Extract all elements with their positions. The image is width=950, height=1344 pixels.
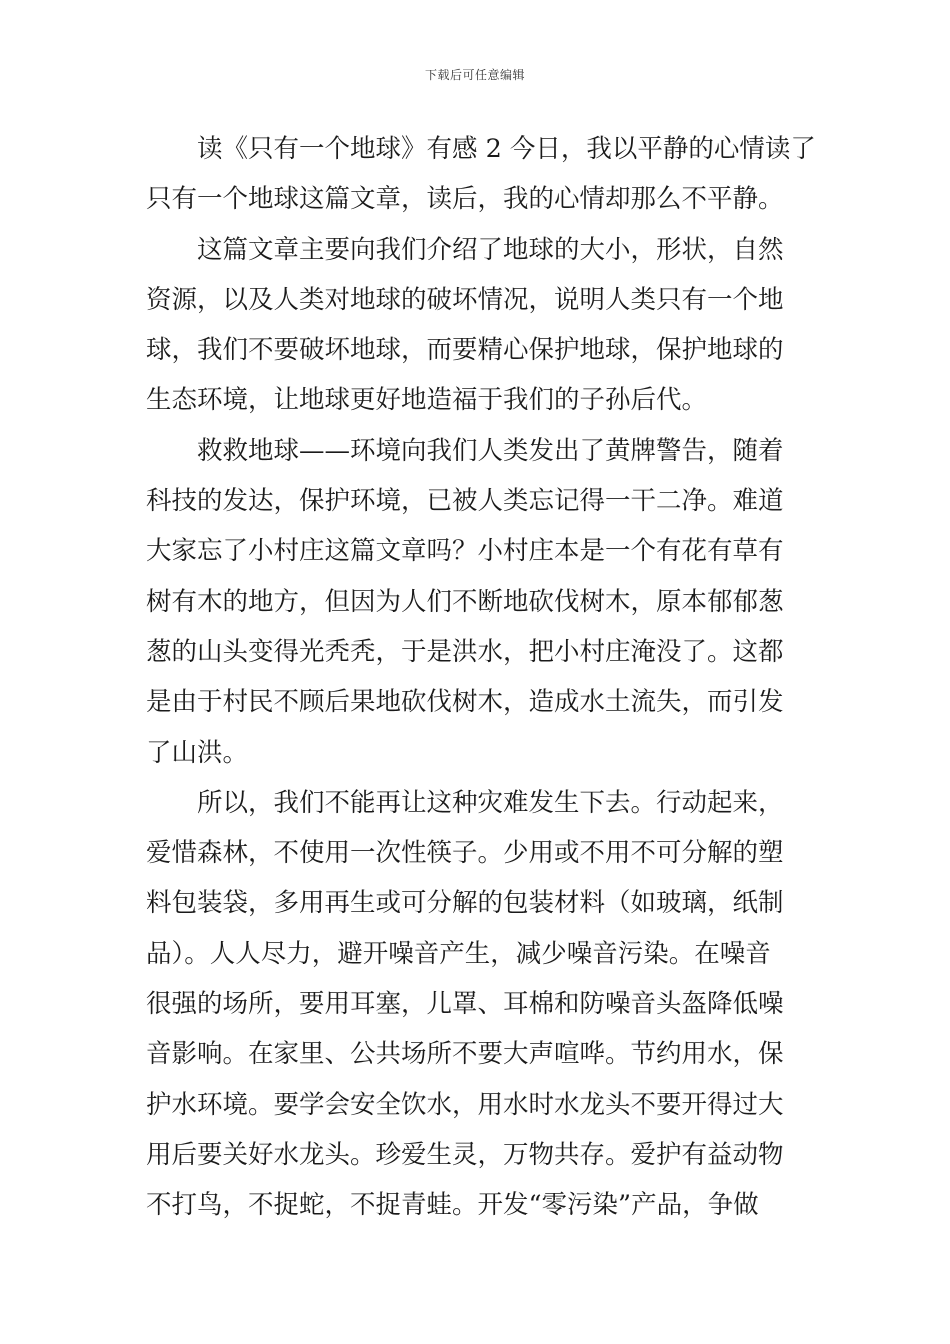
text-line: 爱惜森林，不使用一次性筷子。少用或不用不可分解的塑 bbox=[146, 838, 784, 869]
text-line: 救救地球——环境向我们人类发出了黄牌警告，随着 bbox=[197, 435, 784, 466]
text-line: 了山洪。 bbox=[146, 737, 249, 768]
document-body bbox=[146, 124, 816, 1231]
text-line: 品）。人人尽力，避开噪音产生，减少噪音污染。在噪音 bbox=[146, 938, 771, 969]
text-line: 只有一个地球这篇文章，读后，我的心情却那么不平静。 bbox=[146, 184, 784, 215]
text-line: 读《只有一个地球》有感 2 今日，我以平静的心情读了 bbox=[197, 134, 816, 164]
text-line: 树有木的地方，但因为人们不断地砍伐树木，原本郁郁葱 bbox=[146, 586, 784, 617]
text-line: 是由于村民不顾后果地砍伐树木，造成水土流失，而引发 bbox=[146, 687, 784, 718]
text-line: 球，我们不要破坏地球，而要精心保护地球，保护地球的 bbox=[146, 335, 784, 366]
text-line: 葱的山头变得光秃秃，于是洪水，把小村庄淹没了。这都 bbox=[146, 636, 784, 667]
text-line: 所以，我们不能再让这种灾难发生下去。行动起来， bbox=[197, 787, 784, 818]
text-line: 用后要关好水龙头。珍爱生灵，万物共存。爱护有益动物 bbox=[146, 1139, 784, 1170]
text-line: 护水环境。要学会安全饮水，用水时水龙头不要开得过大 bbox=[146, 1089, 784, 1120]
text-line: 科技的发达，保护环境，已被人类忘记得一干二净。难道 bbox=[146, 486, 784, 517]
text-line: 大家忘了小村庄这篇文章吗？小村庄本是一个有花有草有 bbox=[146, 536, 784, 567]
text-line: 生态环境，让地球更好地造福于我们的子孙后代。 bbox=[146, 385, 708, 416]
text-line: 音影响。在家里、公共场所不要大声喧哗。节约用水，保 bbox=[146, 1039, 784, 1070]
text-line: 料包装袋，多用再生或可分解的包装材料（如玻璃，纸制 bbox=[146, 888, 784, 919]
text-line: 资源，以及人类对地球的破坏情况，说明人类只有一个地 bbox=[146, 284, 784, 315]
text-line: 这篇文章主要向我们介绍了地球的大小，形状，自然 bbox=[197, 234, 784, 265]
text-line: 不打鸟，不捉蛇，不捉青蛙。开发“零污染”产品，争做 bbox=[146, 1190, 759, 1221]
page-header: 下载后可任意编辑 bbox=[424, 68, 525, 82]
text-line: 很强的场所，要用耳塞，儿罩、耳棉和防噪音头盔降低噪 bbox=[146, 989, 784, 1020]
